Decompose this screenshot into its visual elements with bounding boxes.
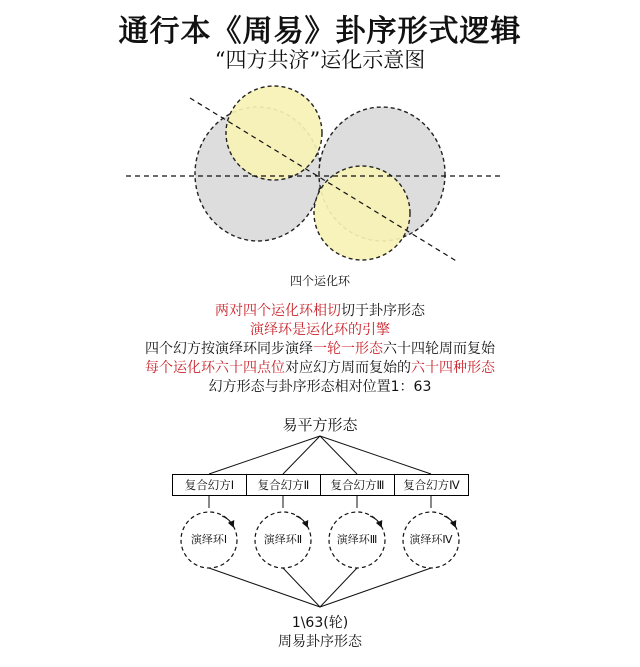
line3-text-b: 一轮一形态 bbox=[313, 341, 383, 357]
rounds-ratio: 1\63(轮) bbox=[291, 615, 349, 631]
page-title: 通行本《周易》卦序形式逻辑 bbox=[118, 14, 522, 49]
phase-box-1: 复合幻方Ⅰ bbox=[172, 474, 247, 496]
root-node: 易平方形态 bbox=[282, 416, 358, 434]
loop-label-1: 演绎环Ⅰ bbox=[190, 533, 228, 546]
line4-text-a: 每个运化环六十四点位 bbox=[145, 360, 285, 376]
line3-text-a: 四个幻方按演绎环同步演绎 bbox=[145, 341, 313, 357]
phase-box-3: 复合幻方Ⅲ bbox=[320, 474, 395, 496]
loop-label-3: 演绎环Ⅲ bbox=[336, 533, 378, 546]
line1-black-text: 切于卦序形态 bbox=[341, 303, 425, 319]
loop-label-2: 演绎环Ⅱ bbox=[263, 533, 303, 546]
description-line-5: 幻方形态与卦序形态相对位置1：63 bbox=[208, 379, 432, 395]
phase-box-4: 复合幻方Ⅳ bbox=[394, 474, 469, 496]
line3-text-c: 六十四轮周而复始 bbox=[383, 341, 495, 357]
page-subtitle: “四方共济”运化示意图 bbox=[214, 48, 426, 72]
rings-label: 四个运化环 bbox=[289, 274, 350, 288]
line4-text-c: 六十四种形态 bbox=[411, 360, 495, 376]
description-line-2: 演绎环是运化环的引擎 bbox=[250, 322, 390, 338]
phase-box-2: 复合幻方Ⅱ bbox=[246, 474, 321, 496]
loop-label-4: 演绎环Ⅳ bbox=[409, 533, 453, 546]
line1-red-text: 两对四个运化环相切 bbox=[215, 303, 341, 319]
bottom-node: 周易卦序形态 bbox=[278, 634, 362, 650]
line4-text-b: 对应幻方周而复始的 bbox=[285, 360, 411, 376]
